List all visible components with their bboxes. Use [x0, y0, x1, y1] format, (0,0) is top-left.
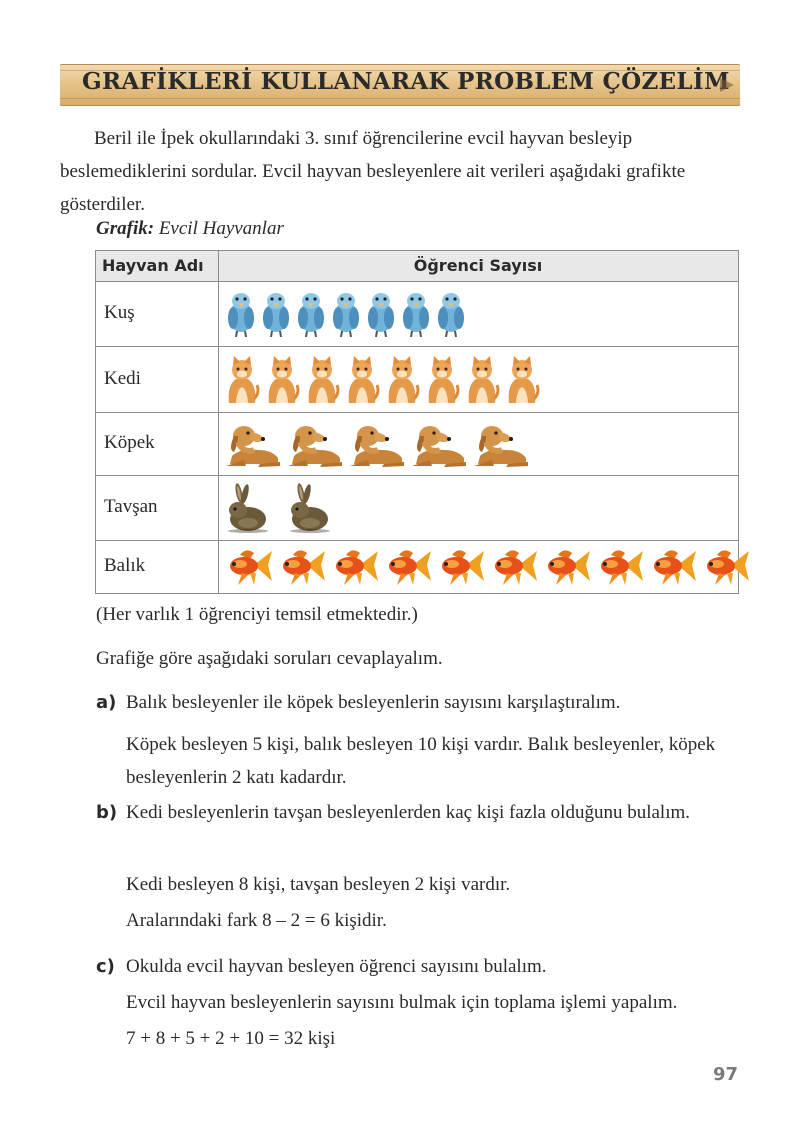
row-label: Köpek: [104, 432, 155, 453]
bird-icon: [259, 291, 293, 337]
bird-icon: [399, 291, 433, 337]
legend-note: (Her varlık 1 öğrenciyi temsil etmektedir.): [96, 604, 418, 625]
section-banner: [60, 64, 740, 106]
graph-caption-title: Evcil Hayvanlar: [158, 218, 284, 239]
answer-text: Evcil hayvan besleyenlerin sayısını bulmak için toplama işlemi yapalım.: [126, 992, 678, 1013]
table-header-row: [96, 251, 738, 282]
question-letter: b): [96, 802, 118, 823]
fish-icon: [224, 545, 274, 589]
fish-icon: [383, 545, 433, 589]
row-label: Kedi: [104, 368, 141, 389]
banner-arrow-icon: [720, 78, 734, 92]
icon-strip: [224, 544, 754, 590]
fish-icon: [542, 545, 592, 589]
row-label: Kuş: [104, 302, 135, 323]
cat-icon: [384, 355, 420, 405]
answer-text: Köpek besleyen 5 kişi, balık besleyen 10 kişi vardır. Balık besleyenler, köpek besleyenlerin 2 katı kadardır.: [126, 734, 716, 788]
questions-intro: Grafiğe göre aşağıdaki soruları cevaplayalım.: [96, 648, 443, 669]
dog-icon: [472, 420, 530, 468]
table-row: [96, 282, 738, 347]
cat-icon: [304, 355, 340, 405]
fish-icon: [595, 545, 645, 589]
question-letter: c): [96, 956, 115, 977]
question-text: Balık besleyenler ile köpek besleyenlerin sayısını karşılaştıralım.: [126, 692, 621, 713]
table-row: [96, 413, 738, 476]
icon-strip: [224, 290, 469, 338]
header-student-count: Öğrenci Sayısı: [413, 256, 543, 275]
graph-caption: [96, 218, 284, 240]
row-label: Tavşan: [104, 496, 158, 517]
answer-text: Aralarındaki fark 8 – 2 = 6 kişidir.: [126, 910, 387, 931]
cat-icon: [464, 355, 500, 405]
rabbit-icon: [286, 483, 332, 533]
table-row: [96, 541, 738, 593]
question-text: Okulda evcil hayvan besleyen öğrenci sayısını bulalım.: [126, 956, 547, 977]
answer-text: Kedi besleyen 8 kişi, tavşan besleyen 2 kişi vardır.: [126, 874, 511, 895]
header-animal-name: Hayvan Adı: [102, 256, 204, 275]
fish-icon: [277, 545, 327, 589]
graph-caption-label: Grafik:: [96, 218, 155, 239]
bird-icon: [329, 291, 363, 337]
bird-icon: [294, 291, 328, 337]
table-row: [96, 347, 738, 413]
bird-icon: [434, 291, 468, 337]
dog-icon: [410, 420, 468, 468]
table-row: [96, 476, 738, 541]
icon-strip: [224, 419, 534, 469]
icon-strip: [224, 354, 544, 406]
icon-strip: [224, 482, 348, 534]
cat-icon: [344, 355, 380, 405]
fish-icon: [489, 545, 539, 589]
bird-icon: [224, 291, 258, 337]
fish-icon: [436, 545, 486, 589]
fish-icon: [330, 545, 380, 589]
cat-icon: [264, 355, 300, 405]
question-text: Kedi besleyenlerin tavşan besleyenlerden kaç kişi fazla olduğunu bulalım.: [126, 802, 691, 823]
dog-icon: [286, 420, 344, 468]
intro-paragraph: Beril ile İpek okullarındaki 3. sınıf öğrencilerine evcil hayvan besleyip beslemediklerini sordular. Evcil hayvan besleyenlere ait verileri aşağıdaki grafikte gösterdiler.: [60, 128, 686, 215]
row-label: Balık: [104, 555, 146, 576]
rabbit-icon: [224, 483, 270, 533]
cat-icon: [424, 355, 460, 405]
column-divider: [218, 251, 219, 593]
bird-icon: [364, 291, 398, 337]
fish-icon: [648, 545, 698, 589]
cat-icon: [504, 355, 540, 405]
answer-text: 7 + 8 + 5 + 2 + 10 = 32 kişi: [126, 1028, 336, 1049]
cat-icon: [224, 355, 260, 405]
dog-icon: [224, 420, 282, 468]
page-number: 97: [712, 1064, 738, 1085]
pictograph-table: [95, 250, 739, 594]
fish-icon: [701, 545, 751, 589]
section-title: GRAFİKLERİ KULLANARAK PROBLEM ÇÖZELİM: [82, 68, 730, 95]
question-letter: a): [96, 692, 117, 713]
dog-icon: [348, 420, 406, 468]
